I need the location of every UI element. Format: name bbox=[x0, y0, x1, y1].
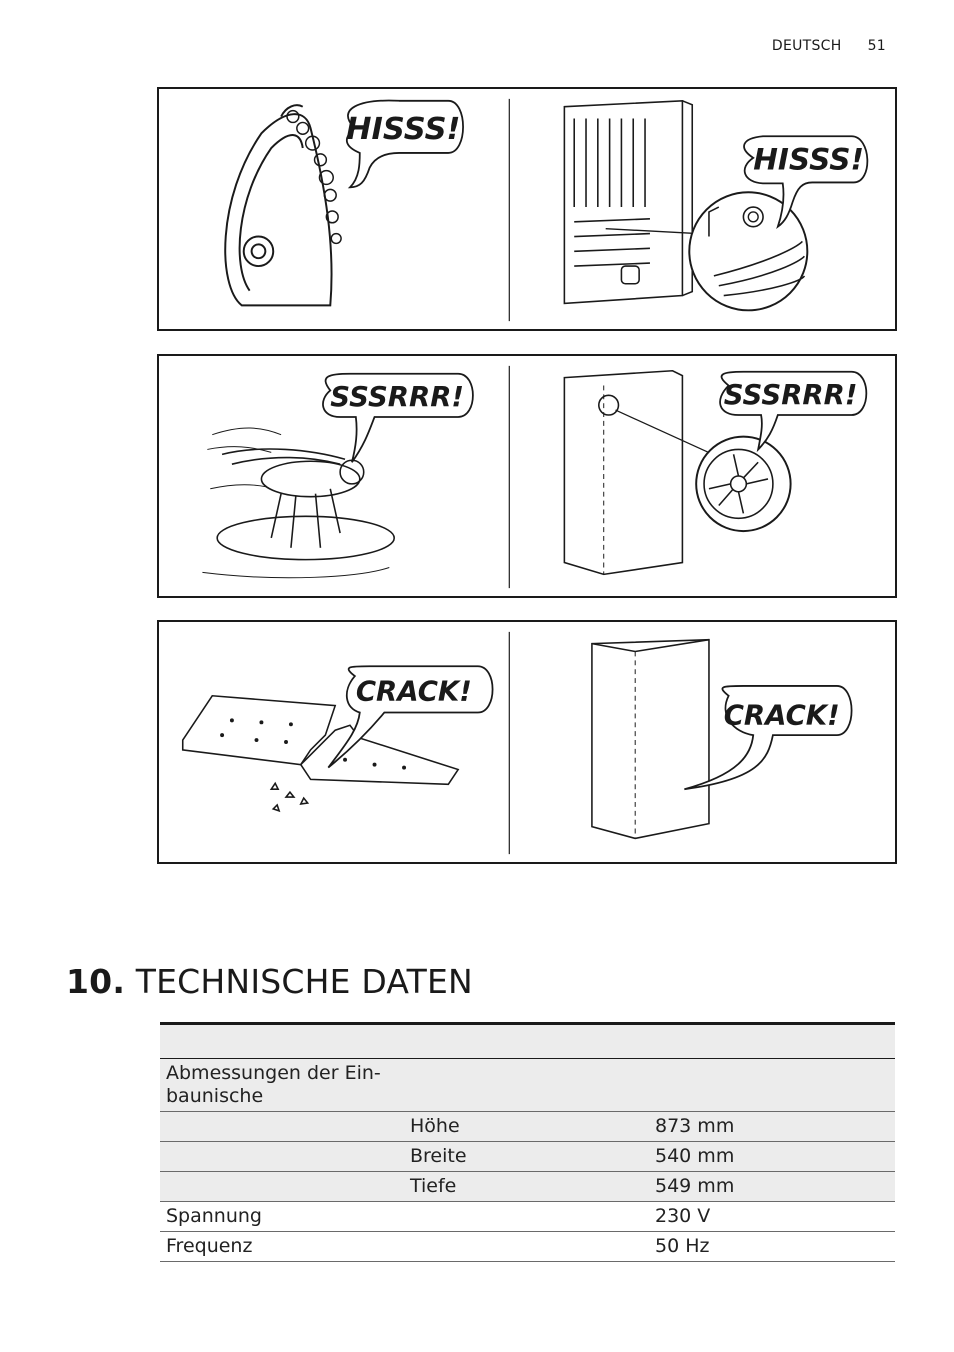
cell-value: 549 mm bbox=[649, 1172, 895, 1202]
illustration-panel-hiss bbox=[157, 87, 897, 331]
fly-drawing bbox=[202, 428, 394, 578]
section-heading bbox=[66, 962, 473, 1001]
fridge-cabinet-drawing bbox=[592, 640, 709, 839]
cell-value bbox=[649, 1059, 895, 1112]
illustration-panel-buzz bbox=[157, 354, 897, 598]
section-title: TECHNISCHE DATEN bbox=[135, 962, 473, 1001]
caption-crack-right: CRACK! bbox=[723, 699, 840, 732]
table-row-depth bbox=[160, 1172, 895, 1202]
cell-sub-label bbox=[404, 1202, 649, 1232]
illustration-hiss-svg bbox=[159, 89, 895, 329]
section-number: 10. bbox=[66, 962, 126, 1001]
cell-sub-label: Breite bbox=[404, 1142, 649, 1172]
caption-hiss-left: HISSS! bbox=[346, 112, 461, 148]
cell-label: Abmessungen der Ein- baunische bbox=[160, 1059, 404, 1112]
caption-hiss-right: HISSS! bbox=[753, 142, 864, 177]
cell-sub-label bbox=[404, 1232, 649, 1262]
table-header-row bbox=[160, 1024, 895, 1059]
speech-bubble-left bbox=[346, 101, 463, 188]
cell-value: 230 V bbox=[649, 1202, 895, 1232]
cell-sub-label: Tiefe bbox=[404, 1172, 649, 1202]
caption-buzz-right: SSSRRR! bbox=[723, 379, 858, 412]
cell-sub-label bbox=[404, 1059, 649, 1112]
table-row-height bbox=[160, 1112, 895, 1142]
page-header bbox=[772, 38, 886, 54]
speech-bubble-left bbox=[323, 374, 473, 463]
cell-label bbox=[160, 1112, 404, 1142]
fridge-back-drawing bbox=[564, 101, 692, 304]
speech-bubble-left bbox=[328, 666, 492, 767]
caption-buzz-left: SSSRRR! bbox=[330, 381, 464, 414]
header-language: DEUTSCH bbox=[771, 38, 842, 54]
cell-sub-label: Höhe bbox=[404, 1112, 649, 1142]
illustration-crack-svg bbox=[159, 622, 895, 862]
cell-label bbox=[160, 1172, 404, 1202]
table-row-dimensions bbox=[160, 1059, 895, 1112]
cooling-coil-magnifier bbox=[606, 192, 808, 310]
technical-data-table bbox=[160, 1022, 895, 1262]
table-row-frequency bbox=[160, 1232, 895, 1262]
cell-value: 540 mm bbox=[649, 1142, 895, 1172]
illustration-buzz-svg bbox=[159, 356, 895, 596]
illustration-panel-crack bbox=[157, 620, 897, 864]
page-number: 51 bbox=[867, 38, 886, 54]
steam-puffs bbox=[287, 111, 341, 244]
caption-crack-left: CRACK! bbox=[355, 675, 472, 708]
table-row-width bbox=[160, 1142, 895, 1172]
cell-value: 50 Hz bbox=[649, 1232, 895, 1262]
table-row-voltage bbox=[160, 1202, 895, 1232]
steam-iron-drawing bbox=[225, 105, 331, 305]
cell-value: 873 mm bbox=[649, 1112, 895, 1142]
cell-label: Frequenz bbox=[160, 1232, 404, 1262]
cell-label bbox=[160, 1142, 404, 1172]
cell-label: Spannung bbox=[160, 1202, 404, 1232]
